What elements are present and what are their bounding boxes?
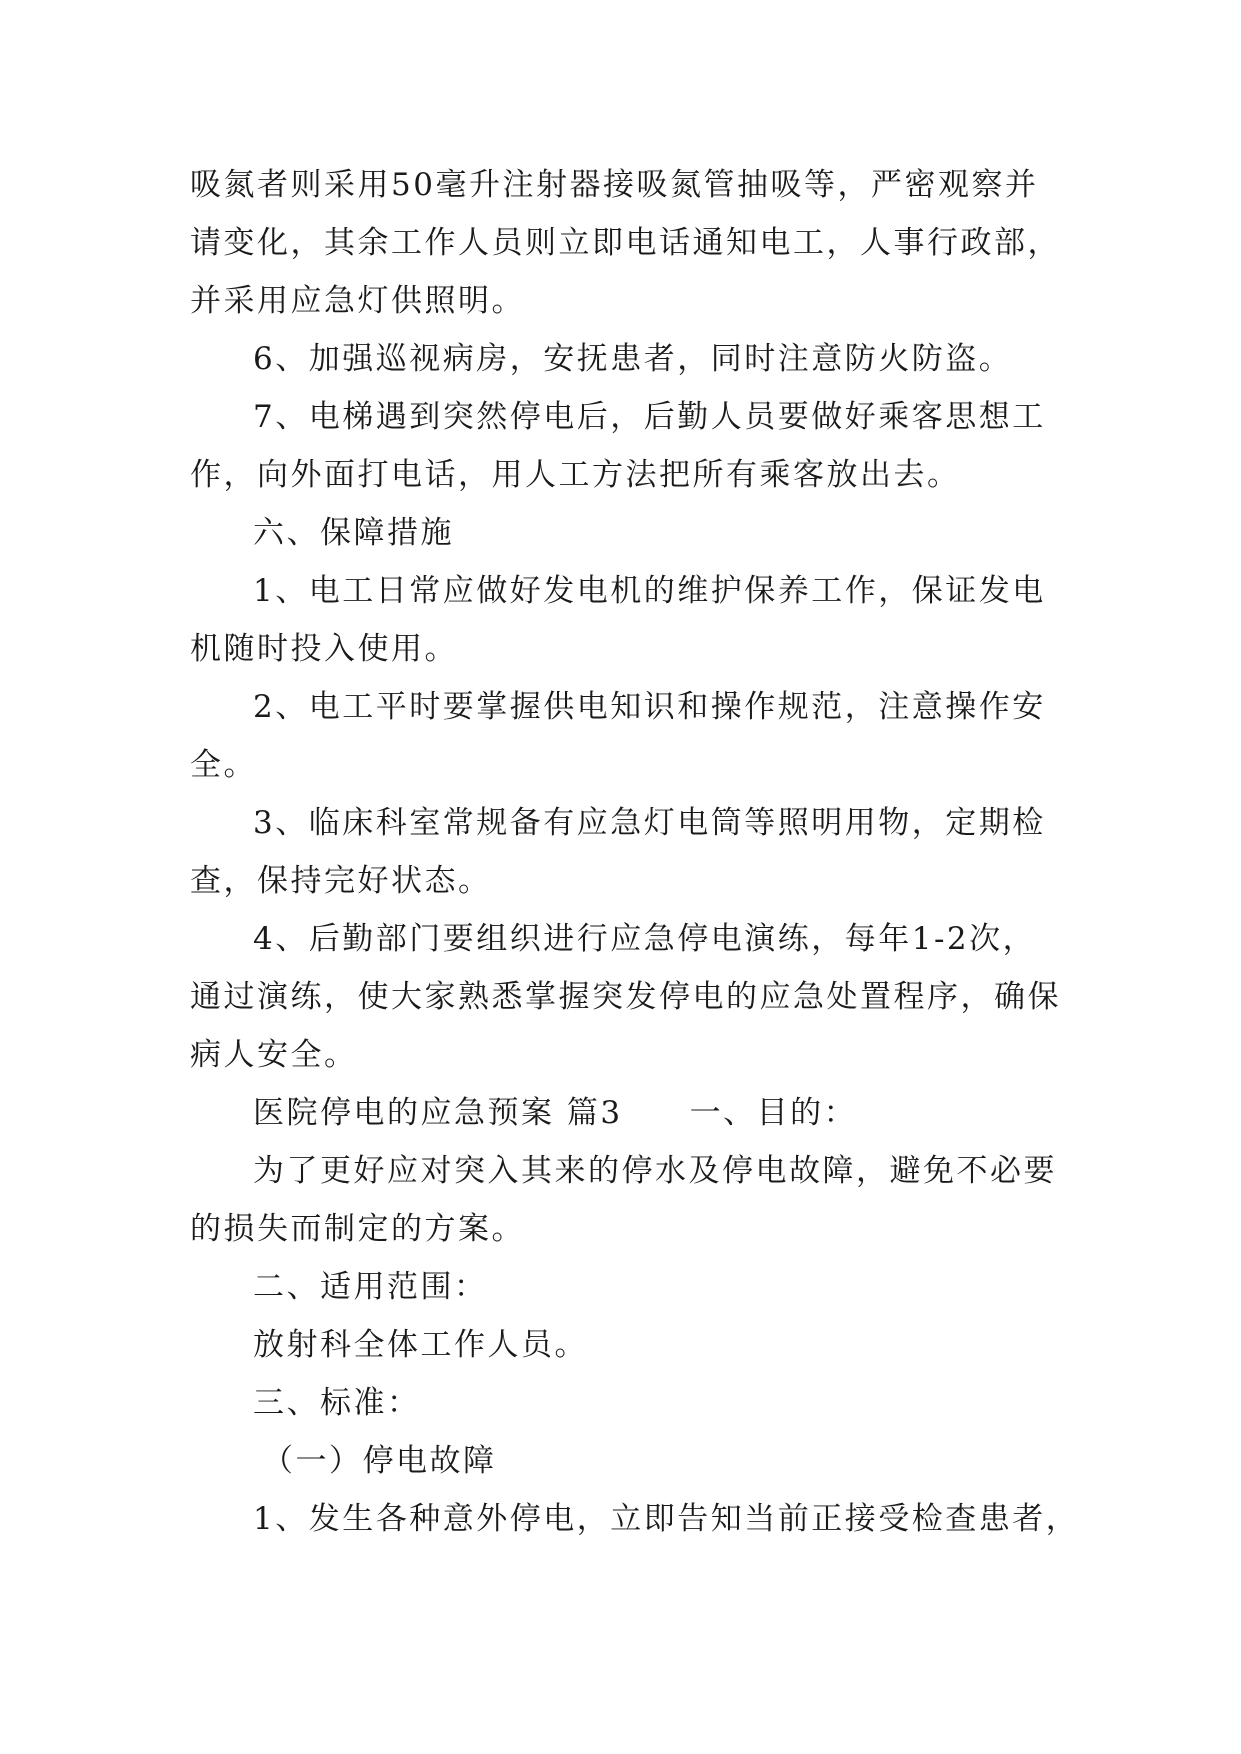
text-line: 2、电工平时要掌握供电知识和操作规范，注意操作安: [253, 689, 1046, 725]
subsection-heading: （一）停电故障: [262, 1443, 497, 1479]
section-heading: 三、标准：: [253, 1385, 421, 1421]
text-line: 放射科全体工作人员。: [253, 1327, 588, 1363]
text-line: 1、电工日常应做好发电机的维护保养工作，保证发电: [253, 573, 1046, 609]
text-line: 通过演练，使大家熟悉掌握突发停电的应急处置程序，确保: [190, 979, 1061, 1015]
section-heading: 六、保障措施: [253, 515, 454, 551]
section-heading: 二、适用范围：: [253, 1269, 488, 1305]
text-line: 作，向外面打电话，用人工方法把所有乘客放出去。: [190, 457, 961, 493]
text-line: 全。: [190, 747, 257, 783]
text-line: 6、加强巡视病房，安抚患者，同时注意防火防盗。: [253, 341, 1013, 377]
text-line: 机随时投入使用。: [190, 631, 458, 667]
section-heading: 医院停电的应急预案 篇3 一、目的：: [253, 1095, 858, 1131]
text-line: 查，保持完好状态。: [190, 863, 492, 899]
text-line: 1、发生各种意外停电，立即告知当前正接受检查患者，: [253, 1501, 1080, 1537]
text-line: 病人安全。: [190, 1037, 358, 1073]
text-line: 吸氮者则采用50毫升注射器接吸氮管抽吸等，严密观察并: [190, 167, 1039, 203]
text-line: 7、电梯遇到突然停电后，后勤人员要做好乘客思想工: [253, 399, 1046, 435]
text-line: 为了更好应对突入其来的停水及停电故障，避免不必要: [253, 1153, 1057, 1189]
text-line: 并采用应急灯供照明。: [190, 283, 525, 319]
text-line: 的损失而制定的方案。: [190, 1211, 525, 1247]
text-line: 4、后勤部门要组织进行应急停电演练，每年1-2次，: [253, 921, 1037, 957]
text-line: 3、临床科室常规备有应急灯电筒等照明用物，定期检: [253, 805, 1046, 841]
text-line: 请变化，其余工作人员则立即电话通知电工，人事行政部，: [190, 225, 1061, 261]
